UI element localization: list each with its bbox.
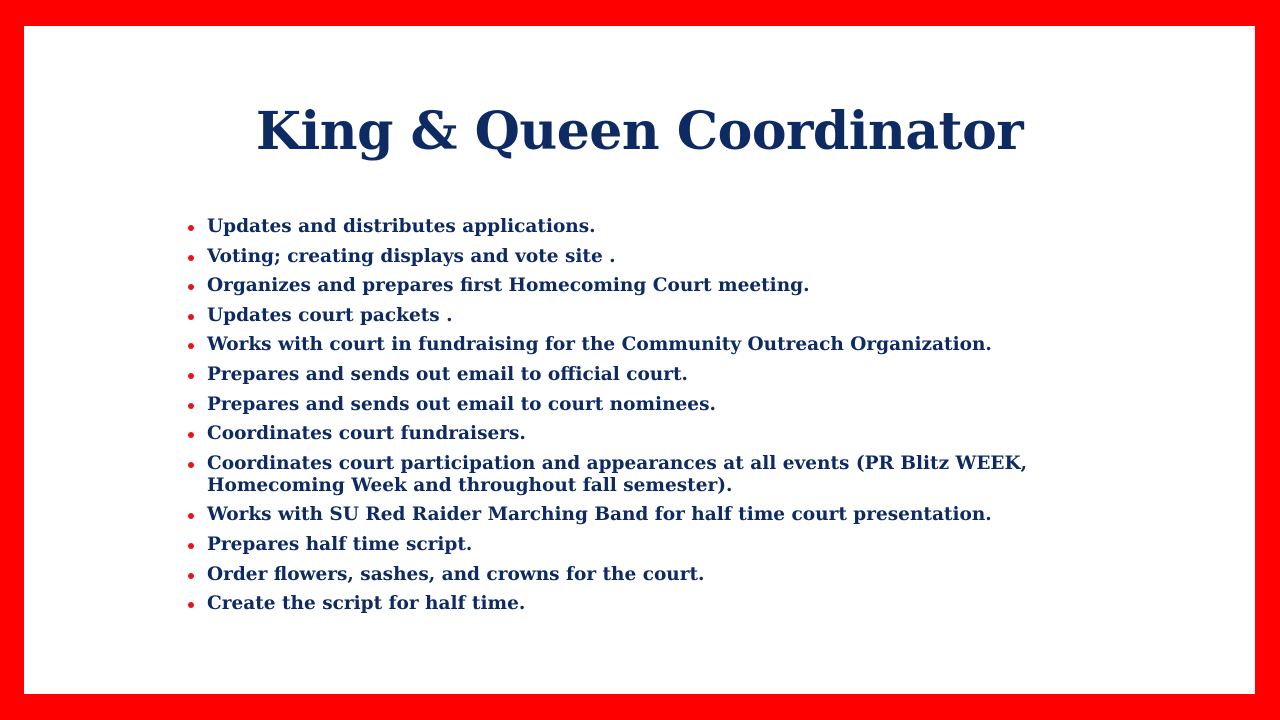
slide-canvas <box>24 26 1255 694</box>
bullet-dot-icon <box>188 255 194 261</box>
bullet-dot-icon <box>188 432 194 438</box>
list-item <box>186 364 1146 386</box>
bullet-dot-icon <box>188 225 194 231</box>
bullet-list <box>186 216 1146 623</box>
list-item <box>186 593 1146 615</box>
bullet-text: Works with court in fundraising for the Community Outreach Organization. <box>207 334 992 356</box>
bullet-dot-icon <box>188 513 194 519</box>
slide-title: King & Queen Coordinator <box>255 101 1024 162</box>
bullet-dot-icon <box>188 602 194 608</box>
list-item <box>186 275 1146 297</box>
bullet-dot-icon <box>188 543 194 549</box>
list-item <box>186 504 1146 526</box>
bullet-text: Organizes and prepares first Homecoming Court meeting. <box>207 275 810 297</box>
bullet-text: Order flowers, sashes, and crowns for the court. <box>207 563 705 585</box>
bullet-text: Updates court packets . <box>207 304 453 326</box>
bullet-dot-icon <box>188 314 194 320</box>
list-item <box>186 216 1146 238</box>
bullet-text: Create the script for half time. <box>207 593 526 615</box>
bullet-text: Prepares and sends out email to official court. <box>207 363 688 385</box>
bullet-dot-icon <box>188 403 194 409</box>
list-item <box>186 334 1146 356</box>
bullet-text: Voting; creating displays and vote site . <box>207 245 616 267</box>
bullet-dot-icon <box>188 462 194 468</box>
bullet-text: Prepares half time script. <box>207 533 473 555</box>
list-item <box>186 564 1146 586</box>
bullet-text: Prepares and sends out email to court nominees. <box>207 393 716 415</box>
bullet-dot-icon <box>188 373 194 379</box>
bullet-text: Coordinates court fundraisers. <box>207 423 526 445</box>
list-item <box>186 453 1146 497</box>
list-item <box>186 534 1146 556</box>
bullet-text: Coordinates court participation and appearances at all events (PR Blitz WEEK, Homecoming Week and throughout fall semester). <box>207 452 1028 496</box>
bullet-text: Works with SU Red Raider Marching Band for half time court presentation. <box>207 504 992 526</box>
bullet-dot-icon <box>188 284 194 290</box>
list-item <box>186 246 1146 268</box>
list-item <box>186 394 1146 416</box>
bullet-dot-icon <box>188 343 194 349</box>
bullet-dot-icon <box>188 573 194 579</box>
list-item <box>186 305 1146 327</box>
bullet-text: Updates and distributes applications. <box>207 216 596 237</box>
list-item <box>186 423 1146 445</box>
